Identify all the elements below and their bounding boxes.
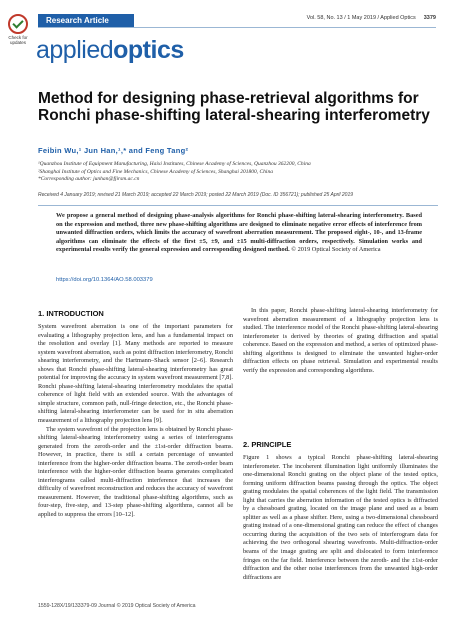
intro-paragraph-3: In this paper, Ronchi phase-shifting lateral-shearing interferometry for wavefront aberration measurement of a lithography projection lens is studied. The interference model of the Ronchi phase-shifting lateral-shearing interferometer is derived by theories of grating diffraction and spatial coherence. Based on the expression and method, a series of optimized phase-shifting algorithms is designed to eliminate the unwanted higher-order diffraction effects on phase retrieval. Simulation and experimental results verify the expression and corresponding algorithms. — [243, 307, 438, 374]
check-icon — [8, 14, 28, 34]
author-list: Feibin Wu,¹ Jun Han,¹,* and Feng Tang² — [38, 146, 189, 155]
corresponding-author[interactable]: *Corresponding author: junhan@fjirsm.ac.cn — [38, 176, 140, 182]
affiliation-2: ²Shanghai Institute of Optics and Fine Mechanics, Chinese Academy of Sciences, Shanghai 201800, China — [38, 168, 273, 175]
doi-link[interactable]: https://doi.org/10.1364/AO.58.003379 — [56, 277, 153, 283]
journal-logo — [36, 36, 184, 65]
intro-heading: 1. INTRODUCTION — [38, 309, 104, 318]
principle-heading: 2. PRINCIPLE — [243, 440, 292, 449]
footer-copyright: 1559-128X/19/133379-09 Journal © 2019 Optical Society of America — [38, 603, 196, 609]
section-label: Research Article — [46, 16, 109, 25]
left-column — [38, 323, 233, 520]
abstract-text: We propose a general method of designing phase-analysis algorithms for Ronchi phase-shifting lateral-shearing interferometry. Based on the expression and method, three new phase-shifting algorithms are designed to eliminate negative error effects of interference from unwanted diffraction orders, which limits the accuracy of wavefront aberration measurement. The proposed eight-, 10-, and 13-frame algorithms can eliminate the effects of the first ±5, ±9, and ±15 multi-diffraction orders, respectively. Simulation works and experimental results verify the general expression and corresponding designed method. — [56, 212, 422, 254]
right-column-bottom — [243, 454, 438, 582]
right-column-top — [243, 307, 438, 375]
affiliations — [38, 161, 438, 184]
abstract-copyright: © 2019 Optical Society of America — [291, 246, 381, 254]
check-for-updates-label: Check for updates — [8, 35, 28, 45]
principle-paragraph-1: Figure 1 shows a typical Ronchi phase-shifting lateral-shearing interferometer. The incoherent illumination light uniformly illuminates the one-dimensional Ronchi grating on the object plane of the tested optics, forming uniform diffraction beams passing through the optics. The object grating modulates the spatial coherences of the light field. The transmission light that carries the aberration information of the tested optics is diffracted by a chessboard grating, located on the image plane and used as a beam splitter as well as a phase shifter. Here, using a two-dimensional chessboard grating instead of a one-dimensional grating can reduce the effect of changes occurring during the acquisition of the two sets of interferogram data for achieving the two orthogonal shearing wavefronts. Multi-diffraction-order beams of the image grating are split and dislocated to form interference fringes on the far field. Interference between the zeroth- and the ±1st-order diffraction and the other noise interferences from the unwanted high-order diffractions are — [243, 454, 438, 581]
logo-word-optics: optics — [113, 36, 184, 64]
abstract — [56, 212, 422, 255]
intro-paragraph-1: System wavefront aberration is one of the important parameters for evaluating a lithography projection lens, and has a fundamental impact on the resolution and overlay [1]. Many methods are reported to measure system wavefront aberration, such as point diffraction interferometry, Ronchi shearing interferometry, and the Hartmann–Shack sensor [2–6]. Research shows that Ronchi phase-shifting lateral-shearing interferometry has great potential for improving the accuracy in system wavefront measurement [7,8]. Ronchi phase-shifting lateral-shearing interferometry modulates the spatial coherence of light field with an extended source. With the advantages of simple structure, common path, null-fringe detection, etc., the Ronchi phase-shifting lateral-shearing interferometer can be used for in situ aberration measurement of a lithography projection lens [9]. — [38, 323, 233, 425]
divider — [38, 205, 438, 206]
intro-paragraph-2: The system wavefront of the projection lens is obtained by Ronchi phase-shifting lateral-shearing interferometry using a series of interferograms generated from the zeroth-order and the ±1st-order diffraction beams. However, in practice, there is still a certain percentage of unwanted interference from the higher-order diffraction beams. The zeroth-order beam interference with the higher-order diffraction beams generates complicated interferograms called multi-diffraction interference that increases the difficulty of wavefront reconstruction and reduces the accuracy of wavefront measurement. However, the traditional phase-shifting algorithms, such as four-step, five-step, and 13-step phase-shifting algorithms, cannot all be applied to suppress the errors [10–12]. — [38, 425, 233, 519]
journal-info — [307, 15, 436, 21]
affiliation-1: ¹Quanzhou Institute of Equipment Manufacturing, Haixi Institutes, Chinese Academy of Sciences, Quanzhou 362200, China — [38, 161, 311, 167]
article-title: Method for designing phase-retrieval algorithms for Ronchi phase-shifting lateral-shearing interferometry — [38, 90, 430, 124]
page-number: 3379 — [423, 15, 436, 21]
check-for-updates-badge[interactable] — [6, 14, 30, 45]
journal-citation: Vol. 58, No. 13 / 1 May 2019 / Applied Optics — [306, 15, 416, 21]
section-tab — [38, 14, 134, 27]
publication-dates: Received 4 January 2019; revised 21 March 2019; accepted 22 March 2019; posted 22 March 2019 (Doc. ID 356721); published 25 April 2019 — [38, 192, 354, 198]
logo-word-applied: applied — [36, 36, 114, 64]
